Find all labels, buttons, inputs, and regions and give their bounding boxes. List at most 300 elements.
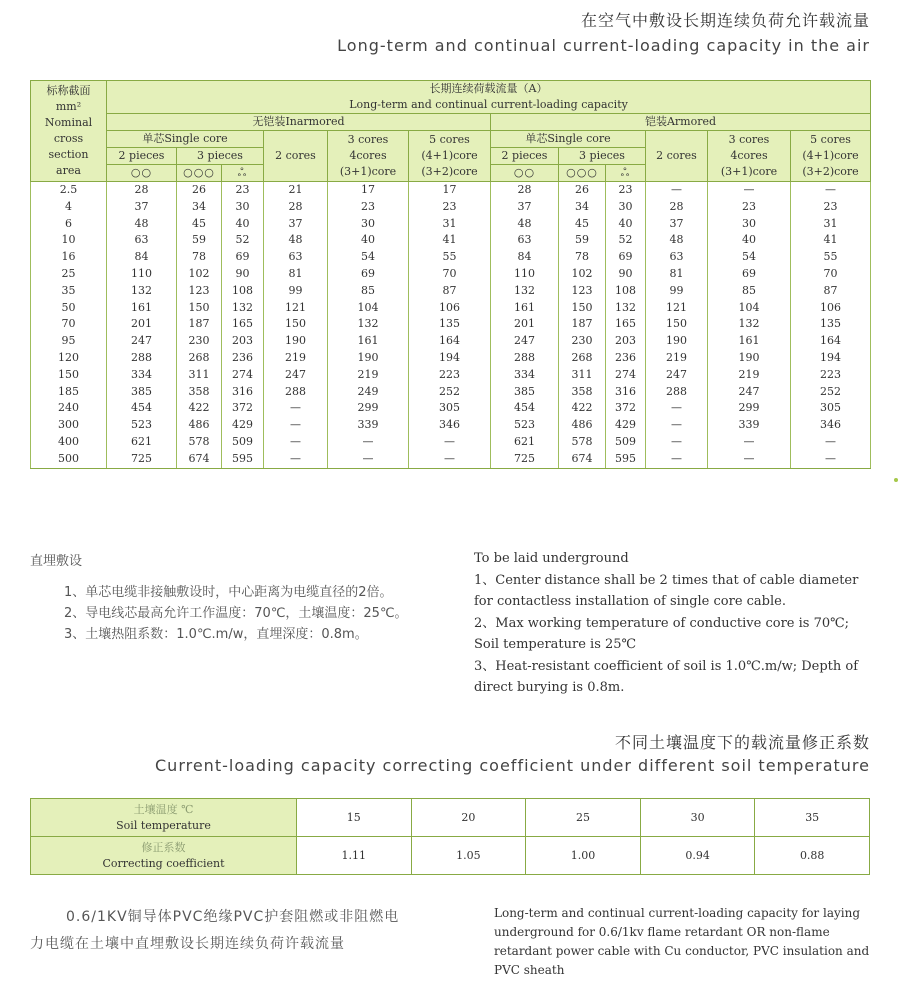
capacity-cell: 236 (606, 350, 646, 367)
capacity-cell: 486 (177, 417, 222, 434)
decorative-dot (894, 478, 898, 482)
area-cell: 16 (31, 249, 107, 266)
capacity-cell: 132 (222, 300, 264, 317)
capacity-cell: 268 (177, 350, 222, 367)
capacity-cell: 121 (264, 300, 328, 317)
table-row (31, 232, 871, 249)
capacity-cell: 48 (264, 232, 328, 249)
capacity-cell: 150 (264, 316, 328, 333)
buried-heading-cn: 直埋敷设 (30, 554, 83, 569)
capacity-cell: — (646, 434, 708, 451)
capacity-cell: 578 (177, 434, 222, 451)
capacity-cell: 595 (606, 451, 646, 468)
capacity-cell: 219 (264, 350, 328, 367)
coef-value: 0.88 (755, 837, 870, 875)
main-header-cn: 长期连续荷载流量（A） (429, 82, 548, 95)
coef-label-en: Correcting coefficient (102, 856, 225, 870)
five-cores-label: 5 cores (429, 133, 470, 146)
three-cores-label: 3 cores (347, 133, 389, 146)
five-cores-header-unarmored (409, 131, 491, 182)
capacity-cell: 34 (559, 199, 606, 216)
two-circles-icon: ○○ (491, 165, 559, 182)
capacity-cell: 37 (264, 216, 328, 233)
temp-value: 35 (755, 799, 870, 837)
capacity-cell: 201 (491, 316, 559, 333)
table-row (31, 384, 871, 401)
capacity-cell: 41 (409, 232, 491, 249)
capacity-cell: 26 (177, 182, 222, 199)
capacity-cell: — (791, 451, 871, 468)
capacity-cell: 63 (264, 249, 328, 266)
note-en-3: 3、Heat-resistant coefficient of soil is 1.0℃.m/w; Depth of direct burying is 0.8m. (474, 658, 859, 695)
capacity-cell: 135 (791, 316, 871, 333)
capacity-cell: 102 (177, 266, 222, 283)
capacity-cell: 190 (328, 350, 409, 367)
note-cn-2: 2、导电线芯最高允许工作温度：70℃，土壤温度：25℃。 (64, 606, 408, 621)
capacity-cell: 219 (328, 367, 409, 384)
coef-label (31, 837, 297, 875)
capacity-cell: 299 (328, 400, 409, 417)
three-cores-header-unarmored (328, 131, 409, 182)
five-cores-header-armored (791, 131, 871, 182)
armored-header-en: Armored (666, 115, 717, 128)
capacity-cell: 299 (708, 400, 791, 417)
capacity-cell: 274 (606, 367, 646, 384)
area-cell: 120 (31, 350, 107, 367)
capacity-cell: 372 (222, 400, 264, 417)
table-row (31, 434, 871, 451)
area-header-en3: section (48, 148, 89, 161)
capacity-cell: 34 (177, 199, 222, 216)
capacity-cell: 37 (491, 199, 559, 216)
capacity-cell: 249 (328, 384, 409, 401)
capacity-cell: 90 (222, 266, 264, 283)
note-cn-3: 3、土壤热阻系数：1.0℃.m/w，直埋深度：0.8m。 (64, 627, 368, 642)
three-pieces-header: 3 pieces (559, 148, 646, 165)
unarmored-header (107, 114, 491, 131)
table-row (31, 300, 871, 317)
capacity-cell: 316 (606, 384, 646, 401)
capacity-cell: 132 (606, 300, 646, 317)
capacity-cell: — (646, 400, 708, 417)
capacity-cell: 52 (606, 232, 646, 249)
area-cell: 50 (31, 300, 107, 317)
capacity-cell: 40 (328, 232, 409, 249)
coef-value: 1.11 (297, 837, 412, 875)
capacity-cell: 69 (606, 249, 646, 266)
capacity-cell: 161 (491, 300, 559, 317)
capacity-cell: 28 (107, 182, 177, 199)
area-cell: 95 (31, 333, 107, 350)
capacity-cell: 454 (491, 400, 559, 417)
capacity-cell: 190 (646, 333, 708, 350)
area-cell: 10 (31, 232, 107, 249)
note-cn-1: 1、单芯电缆非接触敷设时，中心距离为电缆直径的2倍。 (64, 585, 393, 600)
table-row (31, 283, 871, 300)
unarmored-header-cn: 无铠装 (252, 115, 286, 128)
three-circles-trefoil-icon: ஃ (606, 165, 646, 182)
two-circles-icon: ○○ (107, 165, 177, 182)
table-row (31, 216, 871, 233)
three-cores-label: 3 cores (728, 133, 770, 146)
capacity-cell: 385 (491, 384, 559, 401)
capacity-cell: 48 (646, 232, 708, 249)
capacity-cell: 150 (177, 300, 222, 317)
table-row (31, 367, 871, 384)
area-cell: 4 (31, 199, 107, 216)
capacity-cell: 305 (409, 400, 491, 417)
capacity-cell: 55 (791, 249, 871, 266)
capacity-cell: 358 (559, 384, 606, 401)
area-header-unit: mm² (55, 100, 82, 113)
capacity-cell: 108 (606, 283, 646, 300)
capacity-cell: 31 (791, 216, 871, 233)
capacity-cell: 123 (177, 283, 222, 300)
capacity-cell: 110 (107, 266, 177, 283)
armored-header-cn: 铠装 (644, 115, 667, 128)
coef-value: 0.94 (640, 837, 755, 875)
three-cores-header-armored (708, 131, 791, 182)
area-cell: 25 (31, 266, 107, 283)
capacity-cell: 288 (107, 350, 177, 367)
capacity-cell: 17 (328, 182, 409, 199)
capacity-cell: 247 (107, 333, 177, 350)
capacity-cell: 621 (107, 434, 177, 451)
capacity-cell: 28 (491, 182, 559, 199)
capacity-cell: 63 (646, 249, 708, 266)
capacity-cell: 104 (708, 300, 791, 317)
capacity-cell: 121 (646, 300, 708, 317)
capacity-cell: — (264, 400, 328, 417)
capacity-cell: 52 (222, 232, 264, 249)
capacity-cell: 201 (107, 316, 177, 333)
capacity-cell: 23 (606, 182, 646, 199)
capacity-cell: 247 (646, 367, 708, 384)
capacity-cell: 23 (328, 199, 409, 216)
capacity-cell: 110 (491, 266, 559, 283)
area-cell: 240 (31, 400, 107, 417)
capacity-cell: 99 (264, 283, 328, 300)
capacity-cell: 161 (708, 333, 791, 350)
capacity-cell: 78 (559, 249, 606, 266)
capacity-cell: — (328, 434, 409, 451)
four-cores-label: 4cores (730, 149, 768, 162)
capacity-cell: 87 (791, 283, 871, 300)
capacity-cell: 334 (491, 367, 559, 384)
capacity-cell: 219 (646, 350, 708, 367)
three-circles-flat-icon: ○○○ (177, 165, 222, 182)
three-plus-one-label: (3+1)core (720, 165, 778, 178)
capacity-cell: 87 (409, 283, 491, 300)
buried-notes-en (474, 548, 874, 699)
correction-table (30, 798, 870, 875)
table-row (31, 199, 871, 216)
table-row (31, 451, 871, 468)
capacity-cell: 17 (409, 182, 491, 199)
area-cell: 300 (31, 417, 107, 434)
capacity-cell: 54 (708, 249, 791, 266)
capacity-cell: 55 (409, 249, 491, 266)
capacity-cell: 422 (177, 400, 222, 417)
capacity-cell: 190 (264, 333, 328, 350)
capacity-cell: 102 (559, 266, 606, 283)
three-pieces-header: 3 pieces (177, 148, 264, 165)
capacity-cell: 70 (409, 266, 491, 283)
capacity-cell: — (708, 182, 791, 199)
single-core-header-armored (491, 131, 646, 148)
capacity-cell: 372 (606, 400, 646, 417)
capacity-cell: 40 (708, 232, 791, 249)
capacity-cell: 674 (559, 451, 606, 468)
temp-label-cn: 土壤温度 ℃ (133, 802, 194, 816)
capacity-cell: 252 (409, 384, 491, 401)
capacity-cell: 274 (222, 367, 264, 384)
temp-value: 30 (640, 799, 755, 837)
capacity-cell: 28 (264, 199, 328, 216)
temp-label-en: Soil temperature (116, 818, 211, 832)
single-core-header-unarmored (107, 131, 264, 148)
capacity-cell: 288 (646, 384, 708, 401)
capacity-cell: 59 (559, 232, 606, 249)
capacity-cell: 247 (708, 384, 791, 401)
capacity-cell: — (646, 451, 708, 468)
area-header-en1: Nominal (44, 116, 93, 129)
area-header-cn: 标称截面 (46, 84, 91, 97)
capacity-cell: 23 (791, 199, 871, 216)
capacity-cell: 316 (222, 384, 264, 401)
three-plus-two-label: (3+2)core (421, 165, 478, 178)
capacity-cell: 187 (559, 316, 606, 333)
coef-value: 1.00 (526, 837, 641, 875)
capacity-cell: 21 (264, 182, 328, 199)
five-cores-label: 5 cores (810, 133, 851, 146)
temp-label (31, 799, 297, 837)
area-cell: 150 (31, 367, 107, 384)
table-row (31, 182, 871, 199)
capacity-cell: 69 (328, 266, 409, 283)
capacity-cell: 37 (107, 199, 177, 216)
capacity-cell: 203 (606, 333, 646, 350)
note-en-2: 2、Max working temperature of conductive core is 70℃; Soil temperature is 25℃ (474, 615, 850, 652)
table-row (31, 400, 871, 417)
single-core-cn: 单芯 (142, 132, 165, 145)
area-header-en4: area (56, 164, 81, 177)
capacity-cell: 70 (791, 266, 871, 283)
capacity-cell: 30 (606, 199, 646, 216)
capacity-cell: 85 (328, 283, 409, 300)
capacity-cell: 81 (646, 266, 708, 283)
capacity-cell: 99 (646, 283, 708, 300)
capacity-cell: 725 (107, 451, 177, 468)
two-cores-header-armored: 2 cores (646, 131, 708, 182)
table-row (31, 350, 871, 367)
capacity-cell: 203 (222, 333, 264, 350)
capacity-cell: 334 (107, 367, 177, 384)
capacity-cell: 219 (708, 367, 791, 384)
area-cell: 2.5 (31, 182, 107, 199)
main-header-en: Long-term and continual current-loading capacity (349, 98, 628, 111)
coef-row (31, 837, 870, 875)
capacity-cell: 223 (791, 367, 871, 384)
page-title-cn: 在空气中敷设长期连续负荷允许载流量 (580, 11, 870, 30)
capacity-cell: 63 (107, 232, 177, 249)
capacity-cell: 429 (606, 417, 646, 434)
footer-cn (30, 904, 450, 958)
area-cell: 400 (31, 434, 107, 451)
capacity-cell: 59 (177, 232, 222, 249)
capacity-cell: 41 (791, 232, 871, 249)
note-en-1: 1、Center distance shall be 2 times that of cable diameter for contactless installation of single core cable. (474, 572, 859, 609)
capacity-cell: 339 (328, 417, 409, 434)
correction-title-en: Current-loading capacity correcting coefficient under different soil temperature (155, 756, 870, 775)
page-title-en: Long-term and continual current-loading capacity in the air (337, 36, 870, 55)
capacity-cell: 78 (177, 249, 222, 266)
capacity-cell: 223 (409, 367, 491, 384)
capacity-cell: 674 (177, 451, 222, 468)
capacity-cell: 81 (264, 266, 328, 283)
capacity-cell: 150 (559, 300, 606, 317)
correction-title-cn: 不同土壤温度下的载流量修正系数 (614, 733, 870, 752)
footer-en: Long-term and continual current-loading capacity for laying underground for 0.6/1kv flame retardant OR non-flame retardant power cable with Cu conductor, PVC insulation and PVC sheath (494, 906, 870, 977)
armored-header (491, 114, 871, 131)
three-circles-trefoil-icon: ஃ (222, 165, 264, 182)
capacity-cell: 247 (491, 333, 559, 350)
capacity-cell: 509 (222, 434, 264, 451)
capacity-cell: 30 (222, 199, 264, 216)
capacity-cell: 454 (107, 400, 177, 417)
capacity-cell: 523 (107, 417, 177, 434)
capacity-cell: 194 (791, 350, 871, 367)
capacity-cell: 305 (791, 400, 871, 417)
capacity-cell: — (328, 451, 409, 468)
capacity-cell: 247 (264, 367, 328, 384)
capacity-cell: 230 (177, 333, 222, 350)
capacity-cell: 104 (328, 300, 409, 317)
capacity-cell: 23 (222, 182, 264, 199)
unarmored-header-en: Inarmored (285, 115, 345, 128)
capacity-cell: 288 (491, 350, 559, 367)
capacity-cell: 28 (646, 199, 708, 216)
capacity-cell: 164 (409, 333, 491, 350)
capacity-cell: 339 (708, 417, 791, 434)
single-core-en: Single core (164, 132, 228, 145)
capacity-cell: 23 (409, 199, 491, 216)
footer-cn-line1: 0.6/1KV铜导体PVC绝缘PVC护套阻燃或非阻燃电 (66, 909, 400, 925)
capacity-cell: 385 (107, 384, 177, 401)
capacity-cell: 106 (791, 300, 871, 317)
capacity-cell: 48 (107, 216, 177, 233)
area-cell: 35 (31, 283, 107, 300)
four-cores-label: 4cores (349, 149, 387, 162)
capacity-cell: 161 (328, 333, 409, 350)
area-cell: 185 (31, 384, 107, 401)
capacity-cell: — (791, 434, 871, 451)
capacity-cell: — (646, 182, 708, 199)
capacity-cell: 45 (177, 216, 222, 233)
area-cell: 500 (31, 451, 107, 468)
capacity-cell: 123 (559, 283, 606, 300)
capacity-cell: 40 (606, 216, 646, 233)
capacity-cell: 132 (708, 316, 791, 333)
capacity-cell: 194 (409, 350, 491, 367)
capacity-cell: 132 (328, 316, 409, 333)
capacity-cell: 30 (328, 216, 409, 233)
temp-value: 25 (526, 799, 641, 837)
capacity-cell: 523 (491, 417, 559, 434)
table-row (31, 316, 871, 333)
capacity-cell: 311 (177, 367, 222, 384)
capacity-cell: 288 (264, 384, 328, 401)
capacity-cell: 63 (491, 232, 559, 249)
capacity-cell: 429 (222, 417, 264, 434)
capacity-cell: 108 (222, 283, 264, 300)
capacity-cell: 132 (107, 283, 177, 300)
capacity-cell: 236 (222, 350, 264, 367)
area-header (31, 81, 107, 182)
buried-heading-en: To be laid underground (474, 551, 629, 566)
table-row (31, 249, 871, 266)
capacity-cell: 23 (708, 199, 791, 216)
capacity-cell: — (646, 417, 708, 434)
two-cores-header-unarmored: 2 cores (264, 131, 328, 182)
capacity-cell: 54 (328, 249, 409, 266)
single-core-en: Single core (547, 132, 611, 145)
capacity-cell: 346 (409, 417, 491, 434)
temp-value: 20 (411, 799, 526, 837)
single-core-cn: 单芯 (525, 132, 548, 145)
capacity-cell: 311 (559, 367, 606, 384)
buried-notes-cn (30, 582, 445, 645)
capacity-cell: 252 (791, 384, 871, 401)
coef-label-cn: 修正系数 (141, 840, 186, 854)
capacity-cell: — (708, 451, 791, 468)
capacity-cell: — (708, 434, 791, 451)
capacity-cell: — (264, 434, 328, 451)
capacity-cell: 187 (177, 316, 222, 333)
capacity-cell: 346 (791, 417, 871, 434)
table-row (31, 266, 871, 283)
capacity-cell: 90 (606, 266, 646, 283)
capacity-cell: 40 (222, 216, 264, 233)
capacity-cell: 268 (559, 350, 606, 367)
capacity-cell: 85 (708, 283, 791, 300)
capacity-cell: 30 (708, 216, 791, 233)
capacity-cell: 26 (559, 182, 606, 199)
capacity-cell: — (264, 417, 328, 434)
capacity-cell: 190 (708, 350, 791, 367)
two-pieces-header: 2 pieces (491, 148, 559, 165)
capacity-cell: 509 (606, 434, 646, 451)
capacity-cell: 150 (646, 316, 708, 333)
capacity-cell: 621 (491, 434, 559, 451)
three-plus-two-label: (3+2)core (802, 165, 859, 178)
area-header-en2: cross (53, 132, 84, 145)
capacity-cell: — (791, 182, 871, 199)
capacity-cell: 84 (107, 249, 177, 266)
capacity-cell: 725 (491, 451, 559, 468)
capacity-cell: 595 (222, 451, 264, 468)
four-plus-one-label: (4+1)core (421, 149, 478, 162)
capacity-cell: 31 (409, 216, 491, 233)
coef-value: 1.05 (411, 837, 526, 875)
capacity-cell: — (264, 451, 328, 468)
capacity-cell: — (409, 451, 491, 468)
capacity-cell: 165 (222, 316, 264, 333)
four-plus-one-label: (4+1)core (802, 149, 859, 162)
capacity-cell: — (409, 434, 491, 451)
area-cell: 6 (31, 216, 107, 233)
main-header (107, 81, 871, 114)
